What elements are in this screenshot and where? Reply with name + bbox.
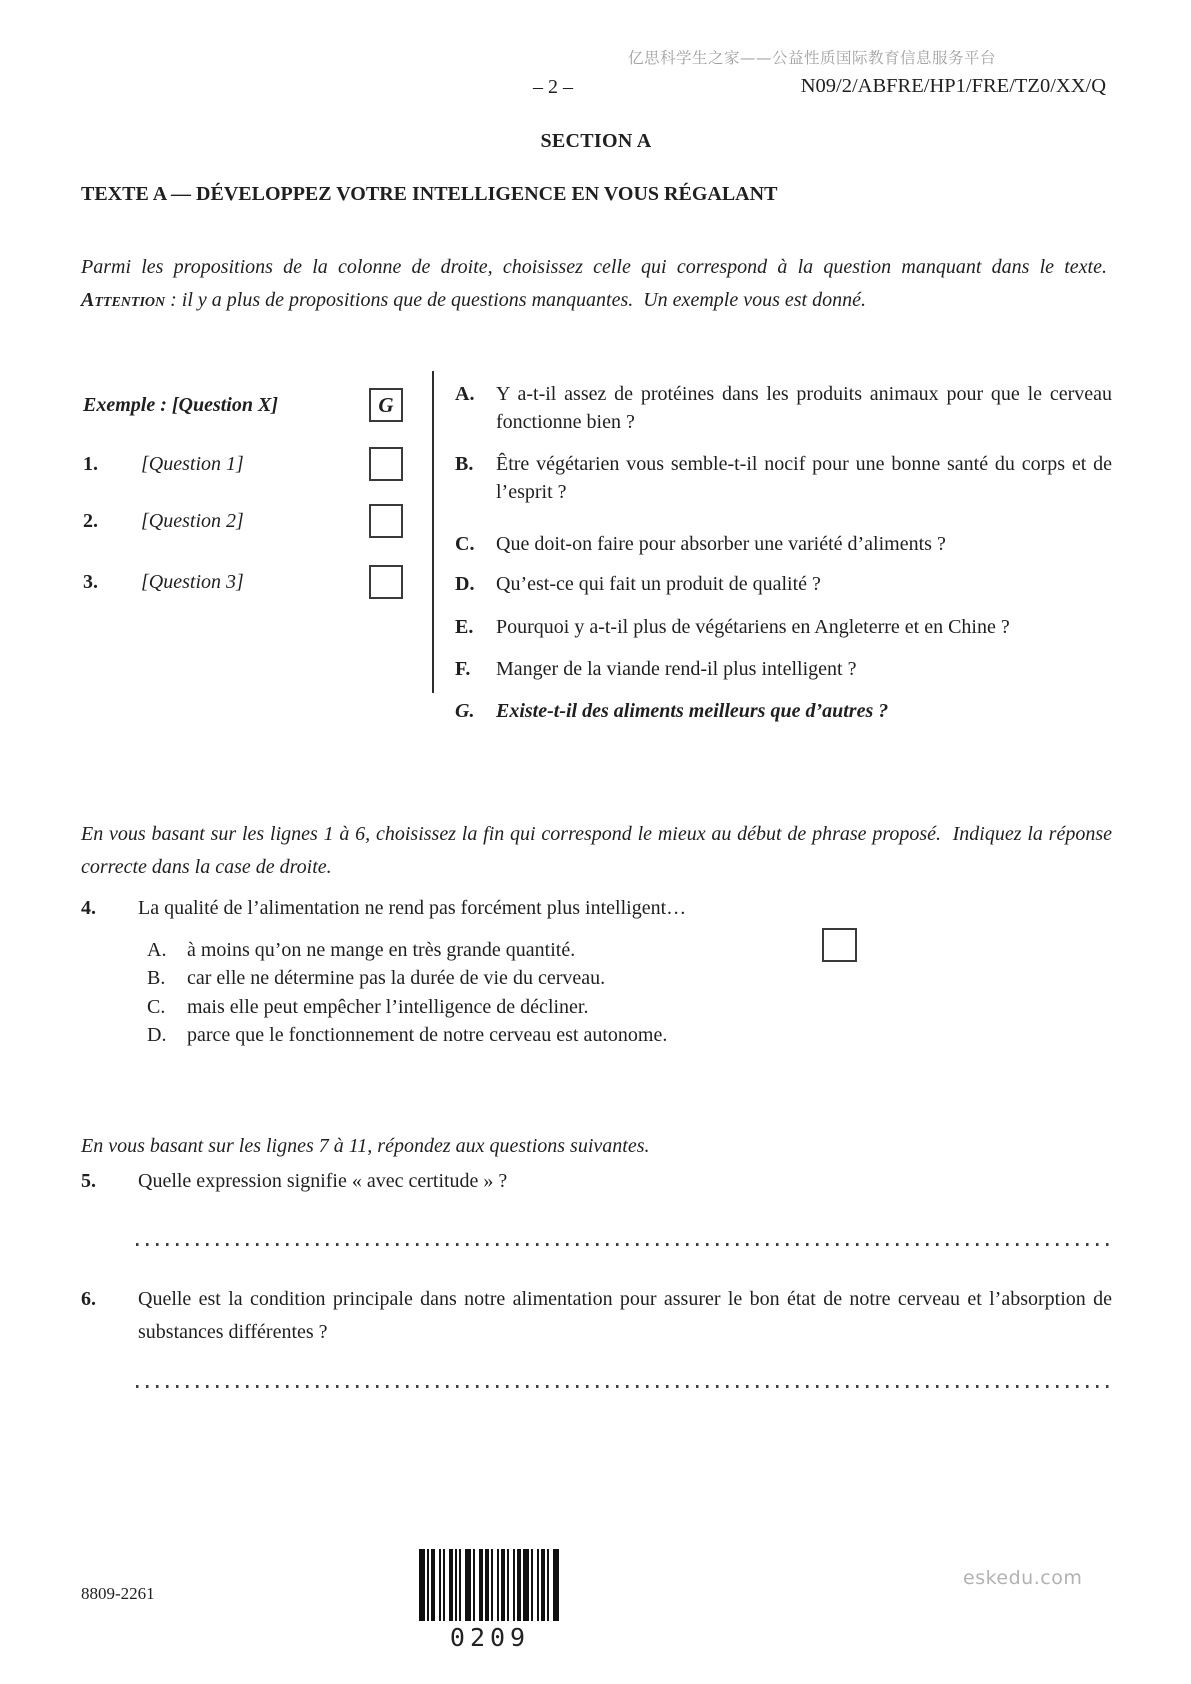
document-code: 8809-2261 <box>81 1584 155 1603</box>
option-b <box>455 451 1112 506</box>
option-c-letter: C. <box>455 533 475 555</box>
question-4-option-a <box>147 936 867 964</box>
paper-code: N09/2/ABFRE/HP1/FRE/TZ0/XX/Q <box>800 75 1106 97</box>
matching-instructions-part1: Parmi les propositions de la colonne de droite, choisissez celle qui correspond à la question manquant dans le texte. <box>81 256 1112 278</box>
option-g-letter: G. <box>455 700 475 722</box>
q4-option-b-letter: B. <box>147 967 166 990</box>
answer-line-q5[interactable] <box>136 1243 1112 1246</box>
question-2-number: 2. <box>83 509 98 532</box>
example-answer: G <box>378 392 394 417</box>
example-answer-box <box>369 388 403 422</box>
answer-box-q2[interactable] <box>369 504 403 538</box>
attention-label: Attention <box>81 288 166 311</box>
question-4-number: 4. <box>81 897 96 919</box>
column-divider <box>432 371 434 693</box>
question-6-text: Quelle est la condition principale dans notre alimentation pour assurer le bon état de notre cerveau et l’absorption de substances différentes ? <box>138 1288 1112 1343</box>
example-row <box>83 388 403 422</box>
completion-instructions: En vous basant sur les lignes 1 à 6, choisissez la fin qui correspond le mieux au début de phrase proposé. Indiquez la réponse correcte dans la case de droite. <box>81 823 1112 878</box>
option-b-text: Être végétarien vous semble-t-il nocif pour une bonne santé du corps et de l’esprit ? <box>496 453 1112 503</box>
option-d-text: Qu’est-ce qui fait un produit de qualité ? <box>496 573 821 595</box>
option-e-letter: E. <box>455 616 474 638</box>
question-4-option-c <box>147 993 867 1021</box>
answer-box-q4[interactable] <box>822 928 857 962</box>
option-a <box>455 381 1112 436</box>
question-6-number: 6. <box>81 1288 96 1310</box>
answer-box-q1[interactable] <box>369 447 403 481</box>
q4-option-c-text: mais elle peut empêcher l’intelligence de décliner. <box>187 995 589 1018</box>
question-1-number: 1. <box>83 452 98 475</box>
option-f <box>455 656 1112 684</box>
option-e <box>455 614 1112 642</box>
question-4-option-d <box>147 1021 867 1049</box>
open-questions-instructions: En vous basant sur les lignes 7 à 11, répondez aux questions suivantes. <box>81 1135 650 1157</box>
page-number: – 2 – <box>533 76 573 98</box>
question-4-option-b <box>147 964 867 992</box>
site-watermark: eskedu.com <box>963 1567 1083 1589</box>
chinese-watermark-header: 亿思科学生之家——公益性质国际教育信息服务平台 <box>628 49 997 67</box>
option-f-letter: F. <box>455 658 471 680</box>
answer-box-q3[interactable] <box>369 565 403 599</box>
question-6 <box>81 1283 1112 1349</box>
barcode <box>419 1549 559 1621</box>
matching-instructions <box>81 251 1112 316</box>
question-4-options <box>147 936 867 1050</box>
section-title: SECTION A <box>540 130 652 152</box>
option-d-letter: D. <box>455 573 475 595</box>
question-3-row <box>83 565 403 599</box>
question-5-text: Quelle expression signifie « avec certitude » ? <box>138 1170 508 1192</box>
question-3-number: 3. <box>83 570 98 593</box>
option-a-text: Y a-t-il assez de protéines dans les produits animaux pour que le cerveau fonctionne bien ? <box>496 383 1112 433</box>
option-d <box>455 571 1112 599</box>
question-2-row <box>83 504 403 538</box>
option-g-text: Existe-t-il des aliments meilleurs que d’autres ? <box>496 700 889 722</box>
matching-instructions-part2: : il y a plus de propositions que de questions manquantes. Un exemple vous est donné. <box>165 288 866 311</box>
q4-option-a-letter: A. <box>147 939 167 961</box>
q4-option-d-text: parce que le fonctionnement de notre cerveau est autonome. <box>187 1024 668 1047</box>
option-f-text: Manger de la viande rend-il plus intelligent ? <box>496 658 857 680</box>
question-4 <box>81 893 1112 923</box>
answer-line-q6[interactable] <box>136 1385 1112 1388</box>
question-5 <box>81 1166 1112 1196</box>
option-c-text: Que doit-on faire pour absorber une variété d’aliments ? <box>496 533 946 555</box>
q4-option-d-letter: D. <box>147 1024 167 1047</box>
question-5-number: 5. <box>81 1170 96 1192</box>
texte-a-title: TEXTE A — DÉVELOPPEZ VOTRE INTELLIGENCE EN VOUS RÉGALANT <box>81 183 778 205</box>
question-1-row <box>83 447 403 481</box>
option-b-letter: B. <box>455 453 474 475</box>
question-1-label: [Question 1] <box>141 452 244 475</box>
question-2-label: [Question 2] <box>141 509 244 532</box>
option-c <box>455 531 1112 559</box>
question-4-text: La qualité de l’alimentation ne rend pas forcément plus intelligent… <box>138 897 687 919</box>
option-e-text: Pourquoi y a-t-il plus de végétariens en Angleterre et en Chine ? <box>496 616 1010 638</box>
question-3-label: [Question 3] <box>141 570 244 593</box>
example-label: Exemple : [Question X] <box>83 393 278 416</box>
barcode-digits: 0209 <box>449 1623 531 1652</box>
option-g <box>455 698 1112 726</box>
option-a-letter: A. <box>455 383 475 405</box>
q4-option-b-text: car elle ne détermine pas la durée de vie du cerveau. <box>187 967 606 990</box>
q4-option-c-letter: C. <box>147 995 166 1018</box>
q4-option-a-text: à moins qu’on ne mange en très grande quantité. <box>187 939 576 961</box>
